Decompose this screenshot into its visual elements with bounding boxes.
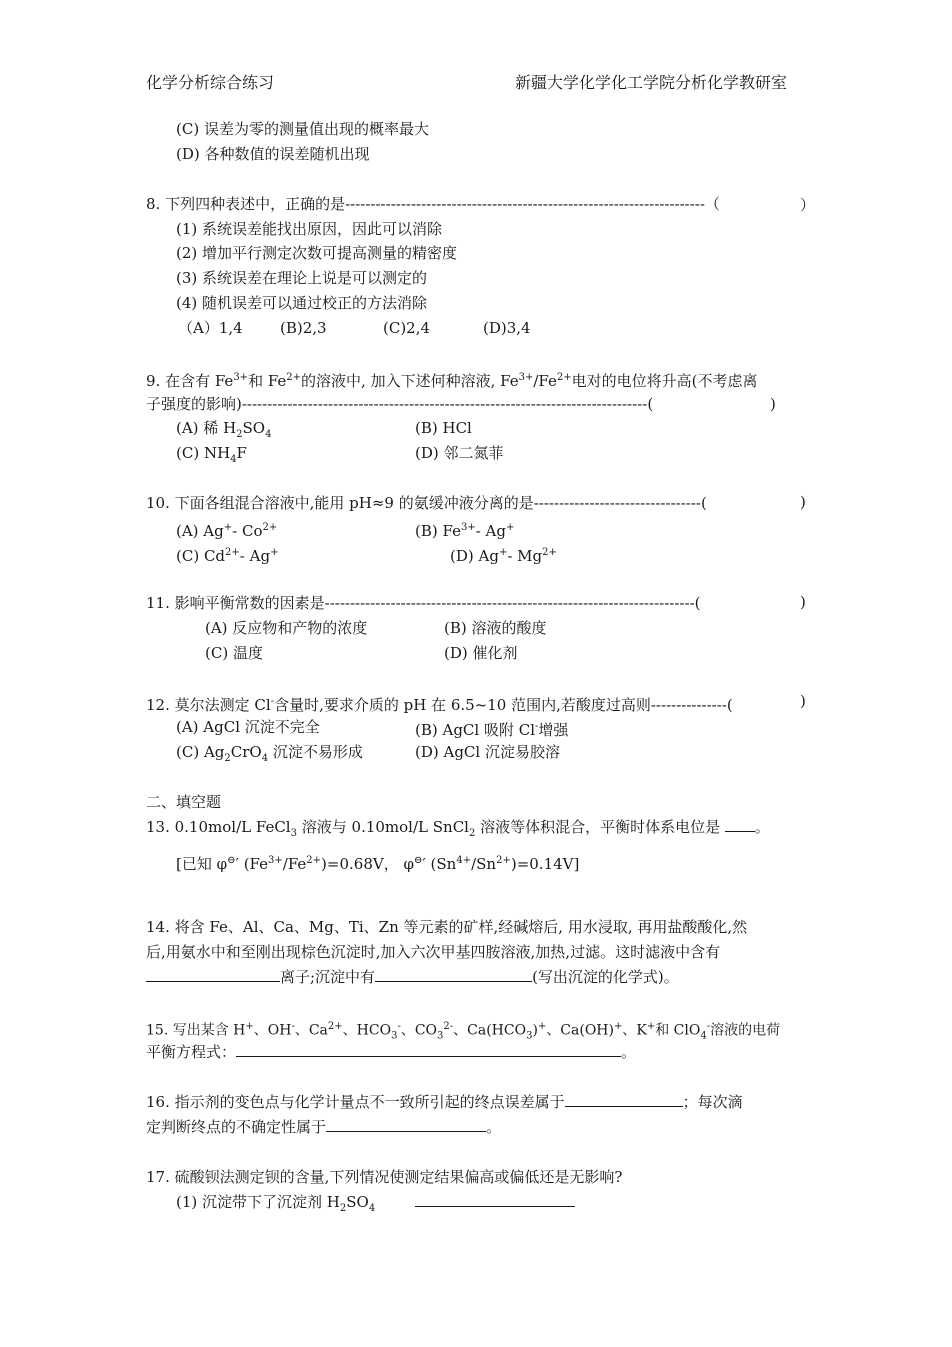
- q13-b: 溶液与 0.10mol/L SnCl: [296, 818, 469, 836]
- q15-p5: 、HCO: [342, 1022, 392, 1039]
- q12-optb-sup: -: [535, 721, 539, 732]
- q12-stem: [146, 692, 733, 715]
- q15-p11: 、Ca(HCO: [453, 1022, 527, 1039]
- q8-item-2: (2) 增加平行测定次数可提高测量的精密度: [176, 244, 458, 262]
- q13-g3: 3+: [268, 855, 283, 866]
- q9-opta-sub2: 4: [265, 429, 272, 440]
- q13-g0: [已知 φ: [176, 855, 228, 873]
- q13-g6: )=0.68V， φ: [321, 855, 414, 873]
- q16-l2b: 。: [486, 1118, 502, 1136]
- q10-optd-2: +: [498, 547, 508, 558]
- q8-item-3: (3) 系统误差在理论上说是可以测定的: [176, 269, 428, 287]
- q13-answer-blank[interactable]: [725, 817, 755, 832]
- q13-stem: [146, 817, 770, 844]
- q11-stem: 11. 影响平衡常数的因素是-------------------------------------------------------------------------(: [146, 594, 701, 612]
- q9-sup2: 2+: [286, 372, 302, 383]
- section-fill-in-heading: 二、填空题: [146, 793, 222, 811]
- q9-option-d: (D) 邻二氮菲: [415, 444, 504, 462]
- q16-l1a: 16. 指示剂的变色点与化学计量点不一致所引起的终点误差属于: [146, 1093, 565, 1111]
- q12-stem-b: 含量时,要求介质的 pH 在 6.5~10 范围内,若酸度过高则---------------(: [274, 696, 733, 714]
- q10-optc-2: 2+: [225, 547, 240, 558]
- q13-g12: )=0.14V]: [510, 855, 580, 873]
- q15-p10: 2-: [443, 1021, 454, 1032]
- q12-optb-b: 增强: [538, 721, 569, 739]
- q13-c: 溶液等体积混合，平衡时体系电位是: [475, 818, 725, 836]
- q14-l3b: (写出沉淀的化学式)。: [532, 968, 679, 986]
- q15-p16: +: [613, 1021, 623, 1032]
- q9-opta-sub1: 2: [236, 429, 243, 440]
- q15-p6: 3: [391, 1030, 398, 1042]
- q15-p17: 、K: [622, 1022, 647, 1039]
- q15-p4: 2+: [327, 1021, 343, 1032]
- q12-option-d: (D) AgCl 沉淀易胶溶: [415, 743, 560, 761]
- q8-option-b: (B)2,3: [280, 319, 327, 337]
- q8-option-c: (C)2,4: [383, 319, 431, 337]
- q10-optb-1: (B) Fe: [415, 522, 461, 540]
- q12-option-b: [415, 717, 568, 740]
- q9-optc-text: (C) NH: [176, 444, 231, 462]
- q10-optc-1: (C) Cd: [176, 547, 226, 565]
- q12-option-a: (A) AgCl 沉淀不完全: [176, 718, 320, 736]
- q13-s1: 3: [290, 828, 297, 839]
- q11-option-b: (B) 溶液的酸度: [444, 619, 547, 637]
- q14-line1: 14. 将含 Fe、Al、Ca、Mg、Ti、Zn 等元素的矿样,经碱熔后, 用水浸取, 再用盐酸酸化,然: [146, 918, 748, 936]
- q7-option-d: (D) 各种数值的误差随机出现: [176, 145, 370, 163]
- q10-option-d: [450, 543, 557, 566]
- q13-g8: ′ (Sn: [422, 855, 457, 873]
- q16-blank-2[interactable]: [326, 1117, 486, 1132]
- q16-l2a: 定判断终点的不确定性属于: [146, 1118, 327, 1136]
- q9-opta-text: (A) 稀 H: [176, 419, 237, 437]
- header-right: 新疆大学化学化工学院分析化学教研室: [515, 73, 788, 92]
- q17-i1s1: 2: [339, 1203, 347, 1214]
- q13-g1: ⊖: [227, 855, 236, 866]
- q8-option-d: (D)3,4: [483, 319, 531, 337]
- q13-g5: 2+: [306, 855, 322, 866]
- q11-option-d: (D) 催化剂: [444, 644, 518, 662]
- q15-answer-blank[interactable]: [236, 1042, 621, 1057]
- q15-p22: 溶液的电荷: [710, 1022, 781, 1039]
- q13-s2: 2: [468, 828, 476, 839]
- q16-line1: [146, 1092, 743, 1112]
- q9-option-c: [176, 443, 247, 470]
- q10-option-b: [415, 518, 514, 541]
- q15-p20: 4: [700, 1030, 707, 1042]
- q16-l1b: ；每次滴: [682, 1093, 743, 1111]
- q10-option-c: [176, 543, 278, 566]
- q10-opta-3: - Co: [232, 522, 263, 540]
- q12-answer-paren: ): [800, 692, 806, 710]
- q10-optb-2: 3+: [460, 522, 476, 533]
- q17-i1b: SO: [346, 1193, 369, 1211]
- q9-answer-paren: ): [770, 395, 776, 413]
- q9-sup1: 3+: [233, 372, 249, 383]
- q17-i1a: (1) 沉淀带下了沉淀剂 H: [176, 1193, 340, 1211]
- q15-end: 。: [621, 1043, 637, 1061]
- q9-opta-text2: SO: [242, 419, 266, 437]
- q13-g2: ′ (Fe: [235, 855, 269, 873]
- q15-a: 15. 写出某含 H: [146, 1022, 246, 1039]
- q14-line3: [146, 967, 679, 987]
- q11-option-c: (C) 温度: [205, 644, 263, 662]
- q8-answer-paren: ）: [800, 196, 816, 214]
- q9-optc-sub: 4: [230, 454, 237, 465]
- q9-stem: [146, 368, 757, 391]
- q13-given: [176, 851, 579, 874]
- q9-sup3: 3+: [518, 372, 534, 383]
- q10-optb-4: +: [506, 522, 515, 533]
- q10-optb-3: - Ag: [475, 522, 506, 540]
- q12-sup: -: [270, 696, 275, 707]
- q12-optb-a: (B) AgCl 吸附 Cl: [415, 721, 536, 739]
- q15-p3: 、Ca: [294, 1022, 328, 1039]
- q17-i1s2: 4: [368, 1203, 376, 1214]
- q12-optc-s2: 4: [261, 753, 269, 764]
- q9-optc-text2: F: [236, 444, 247, 462]
- q7-option-c: (C) 误差为零的测量值出现的概率最大: [176, 120, 429, 138]
- q12-optc-b: CrO: [230, 743, 262, 761]
- header-left: 化学分析综合练习: [146, 73, 275, 92]
- q12-optc-s1: 2: [224, 753, 231, 764]
- q10-optd-4: 2+: [542, 547, 557, 558]
- q13-g10: /Sn: [471, 855, 497, 873]
- q13-d: 。: [754, 818, 770, 836]
- q10-stem: 10. 下面各组混合溶液中,能用 pH≈9 的氨缓冲液分离的是---------------------------------(: [146, 494, 707, 512]
- q12-optc-a: (C) Ag: [176, 743, 225, 761]
- q9-option-a: [176, 418, 271, 445]
- q13-g11: 2+: [496, 855, 511, 866]
- q8-item-4: (4) 随机误差可以通过校正的方法消除: [176, 294, 428, 312]
- q15-p21: -: [706, 1021, 711, 1032]
- q17-item-1-blank-wrap: [415, 1192, 575, 1212]
- q8-item-1: (1) 系统误差能找出原因，因此可以消除: [176, 220, 443, 238]
- q8-option-a: （A）1,4: [178, 319, 243, 337]
- q12-stem-a: 12. 莫尔法测定 Cl: [146, 696, 271, 714]
- q10-optd-3: - Mg: [507, 547, 543, 565]
- q15-p2: -: [291, 1021, 295, 1032]
- q14-l3a: 离子;沉淀中有: [280, 968, 376, 986]
- q9-stem-a: 9. 在含有 Fe: [146, 372, 234, 390]
- q15-p0: +: [245, 1021, 254, 1032]
- q10-opta-2: +: [223, 522, 233, 533]
- q13-g4: /Fe: [282, 855, 307, 873]
- q17-blank-1[interactable]: [415, 1192, 575, 1207]
- q15-p8: 、CO: [400, 1022, 438, 1039]
- q17-stem: 17. 硫酸钡法测定钡的含量,下列情况使测定结果偏高或偏低还是无影响?: [146, 1168, 623, 1186]
- q12-option-c: [176, 742, 363, 769]
- q15-l2: 平衡方程式：: [146, 1043, 237, 1061]
- q14-line2: 后,用氨水中和至刚出现棕色沉淀时,加入六次甲基四胺溶液,加热,过滤。这时滤液中含有: [146, 943, 721, 961]
- q9-stem-line2: 子强度的影响)--------------------------------------------------------------------------------(: [146, 395, 654, 413]
- q10-opta-1: (A) Ag: [176, 522, 224, 540]
- q9-sup4: 2+: [556, 372, 572, 383]
- q9-option-b: (B) HCl: [415, 419, 472, 437]
- q15-p13: ): [532, 1022, 538, 1039]
- q11-option-a: (A) 反应物和产物的浓度: [205, 619, 368, 637]
- q9-stem-b: 和 Fe: [248, 372, 287, 390]
- q15-p15: 、Ca(OH): [546, 1022, 614, 1039]
- q15-p1: 、OH: [253, 1022, 292, 1039]
- q17-item-1: [176, 1192, 375, 1219]
- q16-blank-1[interactable]: [565, 1092, 683, 1107]
- q10-option-a: [176, 518, 277, 541]
- q15-p18: +: [646, 1021, 656, 1032]
- q14-blank-precipitate[interactable]: [375, 967, 532, 982]
- q14-blank-ions[interactable]: [146, 967, 280, 982]
- q8-stem: 8. 下列四种表述中，正确的是-----------------------------------------------------------------------（: [146, 195, 720, 213]
- q12-optc-c: 沉淀不易形成: [268, 743, 363, 761]
- q10-optc-4: +: [270, 547, 279, 558]
- q10-opta-4: 2+: [262, 522, 278, 533]
- q15-line2: [146, 1042, 636, 1062]
- q15-p12: 3: [526, 1030, 533, 1042]
- q9-stem-e: 电对的电位将升高(不考虑离: [571, 372, 758, 390]
- q10-answer-paren: ): [800, 493, 806, 511]
- q13-g9: 4+: [456, 855, 472, 866]
- q9-stem-c: 的溶液中, 加入下述何种溶液, Fe: [301, 372, 519, 390]
- q15-p9: 3: [437, 1030, 444, 1042]
- q13-a: 13. 0.10mol/L FeCl: [146, 818, 291, 836]
- q13-g7: ⊖: [413, 855, 423, 866]
- q10-optc-3: - Ag: [239, 547, 271, 565]
- q15-p7: -: [397, 1021, 401, 1032]
- q11-answer-paren: ): [800, 593, 806, 611]
- q9-stem-d: /Fe: [533, 372, 557, 390]
- q15-p19: 和 ClO: [655, 1022, 701, 1039]
- q10-optd-1: (D) Ag: [450, 547, 499, 565]
- q16-line2: [146, 1117, 501, 1137]
- q15-p14: +: [537, 1021, 547, 1032]
